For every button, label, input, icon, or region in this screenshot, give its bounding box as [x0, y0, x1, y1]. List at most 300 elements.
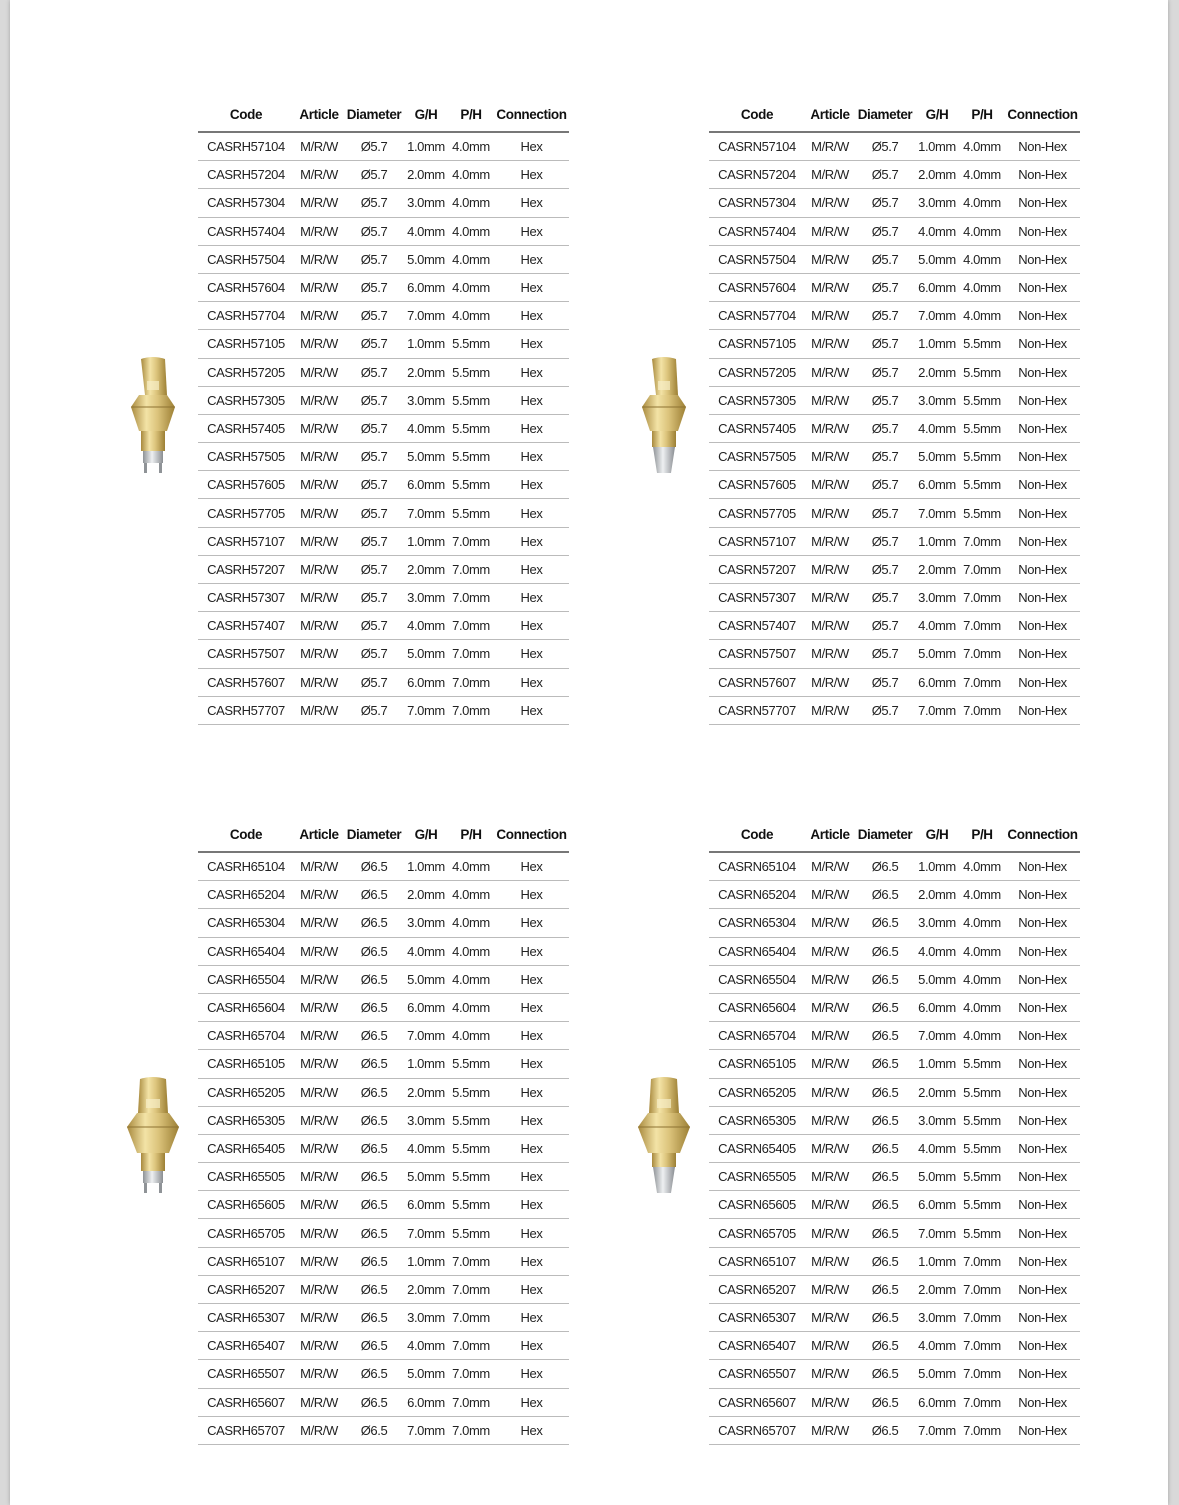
cell-connection: Non-Hex: [1005, 499, 1080, 527]
cell-diameter: Ø5.7: [344, 443, 404, 471]
cell-code: CASRH65305: [198, 1106, 294, 1134]
cell-ph: 5.5mm: [448, 1219, 494, 1247]
table-row: [198, 189, 569, 217]
table-row: [709, 302, 1080, 330]
cell-diameter: Ø5.7: [344, 217, 404, 245]
cell-diameter: Ø6.5: [855, 852, 915, 881]
cell-code: CASRH57507: [198, 640, 294, 668]
cell-code: CASRH57404: [198, 217, 294, 245]
cell-diameter: Ø5.7: [855, 668, 915, 696]
cell-code: CASRH57105: [198, 330, 294, 358]
cell-ph: 5.5mm: [448, 1163, 494, 1191]
cell-connection: Hex: [494, 881, 569, 909]
cell-article: M/R/W: [294, 640, 344, 668]
cell-diameter: Ø6.5: [344, 993, 404, 1021]
cell-gh: 7.0mm: [404, 302, 448, 330]
cell-gh: 6.0mm: [915, 1388, 959, 1416]
col-diameter: Diameter: [344, 817, 404, 852]
cell-code: CASRN57507: [709, 640, 805, 668]
cell-connection: Hex: [494, 1163, 569, 1191]
table-row: [198, 471, 569, 499]
cell-gh: 7.0mm: [915, 1022, 959, 1050]
cell-diameter: Ø6.5: [344, 1078, 404, 1106]
cell-code: CASRN57105: [709, 330, 805, 358]
cell-diameter: Ø5.7: [344, 612, 404, 640]
cell-article: M/R/W: [805, 584, 855, 612]
col-gh: G/H: [915, 817, 959, 852]
cell-gh: 2.0mm: [915, 161, 959, 189]
cell-ph: 7.0mm: [959, 1304, 1005, 1332]
cell-gh: 3.0mm: [404, 1106, 448, 1134]
cell-gh: 6.0mm: [404, 273, 448, 301]
cell-ph: 7.0mm: [448, 1332, 494, 1360]
cell-ph: 7.0mm: [959, 696, 1005, 724]
cell-ph: 4.0mm: [448, 937, 494, 965]
cell-gh: 4.0mm: [404, 414, 448, 442]
table-row: [198, 273, 569, 301]
cell-article: M/R/W: [294, 132, 344, 161]
cell-connection: Hex: [494, 993, 569, 1021]
cell-diameter: Ø5.7: [344, 330, 404, 358]
cell-connection: Non-Hex: [1005, 273, 1080, 301]
cell-ph: 5.5mm: [959, 1078, 1005, 1106]
cell-diameter: Ø5.7: [855, 499, 915, 527]
table-row: [709, 443, 1080, 471]
table-row: [198, 1106, 569, 1134]
cell-ph: 5.5mm: [959, 414, 1005, 442]
cell-code: CASRH65704: [198, 1022, 294, 1050]
cell-diameter: Ø5.7: [344, 668, 404, 696]
cell-article: M/R/W: [805, 937, 855, 965]
cell-code: CASRH57604: [198, 273, 294, 301]
cell-code: CASRN57405: [709, 414, 805, 442]
cell-gh: 5.0mm: [915, 1360, 959, 1388]
cell-article: M/R/W: [805, 527, 855, 555]
cell-gh: 6.0mm: [404, 471, 448, 499]
cell-gh: 5.0mm: [915, 443, 959, 471]
cell-ph: 4.0mm: [448, 993, 494, 1021]
table-row: [709, 414, 1080, 442]
cell-ph: 5.5mm: [448, 1134, 494, 1162]
cell-connection: Non-Hex: [1005, 358, 1080, 386]
table-row: [709, 993, 1080, 1021]
cell-diameter: Ø6.5: [344, 1050, 404, 1078]
table-row: [198, 1275, 569, 1303]
cell-gh: 5.0mm: [404, 640, 448, 668]
cell-diameter: Ø6.5: [855, 1388, 915, 1416]
table-row: [198, 965, 569, 993]
cell-diameter: Ø6.5: [344, 852, 404, 881]
cell-diameter: Ø6.5: [344, 909, 404, 937]
cell-diameter: Ø6.5: [344, 1134, 404, 1162]
cell-code: CASRH65604: [198, 993, 294, 1021]
cell-ph: 4.0mm: [959, 937, 1005, 965]
cell-article: M/R/W: [294, 1360, 344, 1388]
cell-gh: 4.0mm: [915, 937, 959, 965]
cell-ph: 7.0mm: [448, 1247, 494, 1275]
table-row: [198, 1134, 569, 1162]
cell-gh: 4.0mm: [915, 217, 959, 245]
cell-ph: 4.0mm: [959, 965, 1005, 993]
cell-gh: 7.0mm: [404, 696, 448, 724]
cell-article: M/R/W: [294, 993, 344, 1021]
cell-gh: 7.0mm: [915, 1416, 959, 1444]
cell-diameter: Ø5.7: [344, 555, 404, 583]
cell-gh: 4.0mm: [404, 1332, 448, 1360]
abutment-hex-icon: [123, 1075, 183, 1195]
cell-ph: 4.0mm: [959, 881, 1005, 909]
header-row: [709, 97, 1080, 132]
header-row: [198, 817, 569, 852]
table-row: [709, 1332, 1080, 1360]
cell-ph: 7.0mm: [959, 612, 1005, 640]
cell-diameter: Ø5.7: [344, 273, 404, 301]
cell-connection: Non-Hex: [1005, 1078, 1080, 1106]
cell-article: M/R/W: [805, 1304, 855, 1332]
cell-ph: 5.5mm: [448, 443, 494, 471]
catalog-page: [10, 0, 1168, 1505]
cell-code: CASRN65504: [709, 965, 805, 993]
cell-article: M/R/W: [805, 189, 855, 217]
cell-ph: 4.0mm: [448, 909, 494, 937]
cell-code: CASRN65107: [709, 1247, 805, 1275]
cell-code: CASRN57504: [709, 245, 805, 273]
cell-article: M/R/W: [805, 132, 855, 161]
cell-connection: Hex: [494, 189, 569, 217]
cell-connection: Hex: [494, 1022, 569, 1050]
cell-code: CASRN65304: [709, 909, 805, 937]
abutment-nonhex-icon: [634, 1075, 694, 1195]
cell-article: M/R/W: [294, 189, 344, 217]
cell-ph: 5.5mm: [959, 1106, 1005, 1134]
cell-diameter: Ø6.5: [855, 1304, 915, 1332]
table-row: [198, 217, 569, 245]
cell-ph: 7.0mm: [959, 1332, 1005, 1360]
cell-diameter: Ø5.7: [344, 640, 404, 668]
cell-gh: 6.0mm: [404, 1191, 448, 1219]
cell-article: M/R/W: [294, 1332, 344, 1360]
table-row: [709, 668, 1080, 696]
table-row: [198, 909, 569, 937]
cell-code: CASRN65307: [709, 1304, 805, 1332]
cell-diameter: Ø6.5: [855, 1106, 915, 1134]
cell-article: M/R/W: [805, 909, 855, 937]
cell-code: CASRN57707: [709, 696, 805, 724]
col-article: Article: [294, 97, 344, 132]
cell-article: M/R/W: [805, 471, 855, 499]
table-row: [709, 1134, 1080, 1162]
cell-ph: 4.0mm: [448, 881, 494, 909]
cell-connection: Non-Hex: [1005, 852, 1080, 881]
cell-connection: Hex: [494, 217, 569, 245]
cell-gh: 1.0mm: [404, 1247, 448, 1275]
cell-connection: Non-Hex: [1005, 1275, 1080, 1303]
cell-diameter: Ø6.5: [344, 1106, 404, 1134]
cell-code: CASRN65705: [709, 1219, 805, 1247]
cell-code: CASRH57605: [198, 471, 294, 499]
table-row: [198, 414, 569, 442]
cell-gh: 5.0mm: [915, 640, 959, 668]
cell-article: M/R/W: [294, 1304, 344, 1332]
cell-article: M/R/W: [294, 273, 344, 301]
cell-code: CASRN65505: [709, 1163, 805, 1191]
cell-connection: Hex: [494, 696, 569, 724]
spec-table: [198, 97, 569, 725]
cell-code: CASRH65707: [198, 1416, 294, 1444]
cell-gh: 5.0mm: [915, 245, 959, 273]
cell-article: M/R/W: [805, 217, 855, 245]
cell-connection: Non-Hex: [1005, 1191, 1080, 1219]
cell-ph: 5.5mm: [959, 358, 1005, 386]
cell-article: M/R/W: [805, 499, 855, 527]
cell-diameter: Ø5.7: [344, 245, 404, 273]
cell-connection: Hex: [494, 1388, 569, 1416]
cell-gh: 3.0mm: [915, 584, 959, 612]
cell-ph: 4.0mm: [448, 302, 494, 330]
cell-gh: 4.0mm: [404, 612, 448, 640]
cell-connection: Hex: [494, 330, 569, 358]
cell-code: CASRH57504: [198, 245, 294, 273]
cell-connection: Non-Hex: [1005, 330, 1080, 358]
table-row: [198, 1050, 569, 1078]
cell-gh: 7.0mm: [404, 1219, 448, 1247]
cell-article: M/R/W: [294, 302, 344, 330]
cell-ph: 5.5mm: [448, 1106, 494, 1134]
col-article: Article: [294, 817, 344, 852]
cell-diameter: Ø5.7: [344, 499, 404, 527]
cell-code: CASRN65604: [709, 993, 805, 1021]
table-row: [709, 358, 1080, 386]
cell-code: CASRN57607: [709, 668, 805, 696]
cell-gh: 4.0mm: [404, 1134, 448, 1162]
cell-code: CASRN65507: [709, 1360, 805, 1388]
table-row: [709, 640, 1080, 668]
header-row: [709, 817, 1080, 852]
cell-article: M/R/W: [294, 852, 344, 881]
cell-connection: Hex: [494, 386, 569, 414]
col-connection: Connection: [494, 817, 569, 852]
cell-code: CASRH57107: [198, 527, 294, 555]
cell-article: M/R/W: [294, 414, 344, 442]
cell-gh: 6.0mm: [915, 668, 959, 696]
cell-gh: 2.0mm: [404, 1078, 448, 1106]
cell-code: CASRN65704: [709, 1022, 805, 1050]
cell-gh: 1.0mm: [404, 852, 448, 881]
table-row: [198, 1388, 569, 1416]
cell-diameter: Ø5.7: [344, 302, 404, 330]
cell-diameter: Ø5.7: [855, 696, 915, 724]
table-row: [709, 161, 1080, 189]
cell-diameter: Ø6.5: [855, 1247, 915, 1275]
cell-ph: 7.0mm: [448, 640, 494, 668]
cell-code: CASRN65605: [709, 1191, 805, 1219]
header-row: [198, 97, 569, 132]
table-row: [198, 1416, 569, 1444]
cell-ph: 7.0mm: [448, 555, 494, 583]
cell-article: M/R/W: [805, 696, 855, 724]
cell-connection: Hex: [494, 1078, 569, 1106]
cell-connection: Hex: [494, 132, 569, 161]
cell-article: M/R/W: [294, 1191, 344, 1219]
cell-ph: 5.5mm: [959, 499, 1005, 527]
cell-code: CASRH65505: [198, 1163, 294, 1191]
cell-diameter: Ø5.7: [855, 273, 915, 301]
cell-gh: 2.0mm: [915, 555, 959, 583]
table-row: [198, 358, 569, 386]
col-connection: Connection: [1005, 817, 1080, 852]
cell-article: M/R/W: [294, 358, 344, 386]
abutment-hex-icon: [123, 355, 183, 475]
cell-ph: 5.5mm: [959, 443, 1005, 471]
cell-gh: 1.0mm: [915, 1247, 959, 1275]
cell-ph: 5.5mm: [448, 1050, 494, 1078]
cell-ph: 4.0mm: [448, 273, 494, 301]
cell-diameter: Ø5.7: [855, 414, 915, 442]
cell-gh: 3.0mm: [915, 1106, 959, 1134]
col-connection: Connection: [1005, 97, 1080, 132]
cell-diameter: Ø6.5: [855, 909, 915, 937]
cell-connection: Hex: [494, 443, 569, 471]
cell-gh: 7.0mm: [404, 499, 448, 527]
cell-ph: 5.5mm: [959, 1163, 1005, 1191]
cell-ph: 5.5mm: [448, 471, 494, 499]
cell-ph: 4.0mm: [959, 217, 1005, 245]
cell-ph: 4.0mm: [448, 189, 494, 217]
cell-diameter: Ø5.7: [344, 386, 404, 414]
table-row: [198, 1219, 569, 1247]
cell-diameter: Ø6.5: [344, 1022, 404, 1050]
cell-connection: Hex: [494, 1332, 569, 1360]
cell-ph: 4.0mm: [959, 273, 1005, 301]
cell-article: M/R/W: [805, 668, 855, 696]
table-row: [198, 993, 569, 1021]
cell-code: CASRH57407: [198, 612, 294, 640]
cell-connection: Non-Hex: [1005, 696, 1080, 724]
cell-connection: Hex: [494, 640, 569, 668]
table-row: [709, 386, 1080, 414]
cell-gh: 2.0mm: [404, 1275, 448, 1303]
table-row: [198, 612, 569, 640]
table-row: [709, 852, 1080, 881]
cell-code: CASRN57107: [709, 527, 805, 555]
cell-gh: 7.0mm: [915, 696, 959, 724]
cell-ph: 5.5mm: [448, 358, 494, 386]
cell-ph: 5.5mm: [959, 1050, 1005, 1078]
cell-ph: 7.0mm: [959, 584, 1005, 612]
cell-connection: Non-Hex: [1005, 245, 1080, 273]
cell-article: M/R/W: [294, 217, 344, 245]
table-row: [709, 189, 1080, 217]
table-row: [709, 1163, 1080, 1191]
cell-ph: 4.0mm: [959, 245, 1005, 273]
cell-gh: 7.0mm: [915, 302, 959, 330]
cell-code: CASRN65607: [709, 1388, 805, 1416]
cell-connection: Hex: [494, 527, 569, 555]
col-connection: Connection: [494, 97, 569, 132]
table-row: [709, 1078, 1080, 1106]
cell-gh: 1.0mm: [915, 132, 959, 161]
cell-gh: 6.0mm: [915, 1191, 959, 1219]
cell-article: M/R/W: [294, 443, 344, 471]
cell-code: CASRH57205: [198, 358, 294, 386]
cell-code: CASRN57605: [709, 471, 805, 499]
cell-diameter: Ø5.7: [855, 217, 915, 245]
cell-diameter: Ø6.5: [855, 993, 915, 1021]
col-ph: P/H: [959, 97, 1005, 132]
cell-gh: 2.0mm: [915, 358, 959, 386]
table-row: [709, 217, 1080, 245]
cell-connection: Non-Hex: [1005, 1388, 1080, 1416]
cell-diameter: Ø6.5: [855, 881, 915, 909]
cell-gh: 3.0mm: [915, 1304, 959, 1332]
cell-ph: 7.0mm: [959, 1275, 1005, 1303]
cell-gh: 5.0mm: [404, 245, 448, 273]
cell-article: M/R/W: [805, 330, 855, 358]
cell-code: CASRH65307: [198, 1304, 294, 1332]
table-row: [709, 881, 1080, 909]
table-row: [709, 612, 1080, 640]
cell-article: M/R/W: [805, 1360, 855, 1388]
cell-connection: Hex: [494, 161, 569, 189]
cell-code: CASRH57305: [198, 386, 294, 414]
cell-article: M/R/W: [805, 1078, 855, 1106]
cell-ph: 4.0mm: [448, 1022, 494, 1050]
cell-ph: 5.5mm: [959, 386, 1005, 414]
cell-code: CASRH65404: [198, 937, 294, 965]
table-row: [198, 443, 569, 471]
cell-code: CASRH65104: [198, 852, 294, 881]
cell-gh: 3.0mm: [404, 189, 448, 217]
cell-code: CASRH65205: [198, 1078, 294, 1106]
cell-diameter: Ø5.7: [344, 161, 404, 189]
cell-article: M/R/W: [294, 668, 344, 696]
table-row: [709, 1219, 1080, 1247]
table-row: [198, 1163, 569, 1191]
table-row: [709, 527, 1080, 555]
cell-diameter: Ø5.7: [855, 640, 915, 668]
cell-diameter: Ø6.5: [344, 1388, 404, 1416]
cell-gh: 5.0mm: [404, 965, 448, 993]
cell-ph: 7.0mm: [448, 1360, 494, 1388]
table-row: [198, 1247, 569, 1275]
cell-code: CASRN57207: [709, 555, 805, 583]
cell-ph: 5.5mm: [448, 386, 494, 414]
cell-ph: 7.0mm: [448, 612, 494, 640]
cell-gh: 6.0mm: [915, 273, 959, 301]
cell-connection: Hex: [494, 1247, 569, 1275]
cell-connection: Hex: [494, 965, 569, 993]
cell-gh: 6.0mm: [915, 471, 959, 499]
cell-gh: 1.0mm: [404, 330, 448, 358]
table-row: [709, 937, 1080, 965]
cell-diameter: Ø6.5: [344, 1275, 404, 1303]
cell-ph: 5.5mm: [959, 1191, 1005, 1219]
cell-gh: 3.0mm: [404, 1304, 448, 1332]
table-row: [709, 1416, 1080, 1444]
cell-code: CASRH65304: [198, 909, 294, 937]
cell-connection: Non-Hex: [1005, 1219, 1080, 1247]
col-gh: G/H: [404, 97, 448, 132]
cell-connection: Hex: [494, 245, 569, 273]
cell-code: CASRN57505: [709, 443, 805, 471]
cell-connection: Non-Hex: [1005, 1134, 1080, 1162]
col-article: Article: [805, 97, 855, 132]
spec-table: [709, 817, 1080, 1445]
cell-code: CASRH57705: [198, 499, 294, 527]
cell-diameter: Ø5.7: [344, 132, 404, 161]
cell-connection: Hex: [494, 1304, 569, 1332]
cell-diameter: Ø6.5: [344, 937, 404, 965]
